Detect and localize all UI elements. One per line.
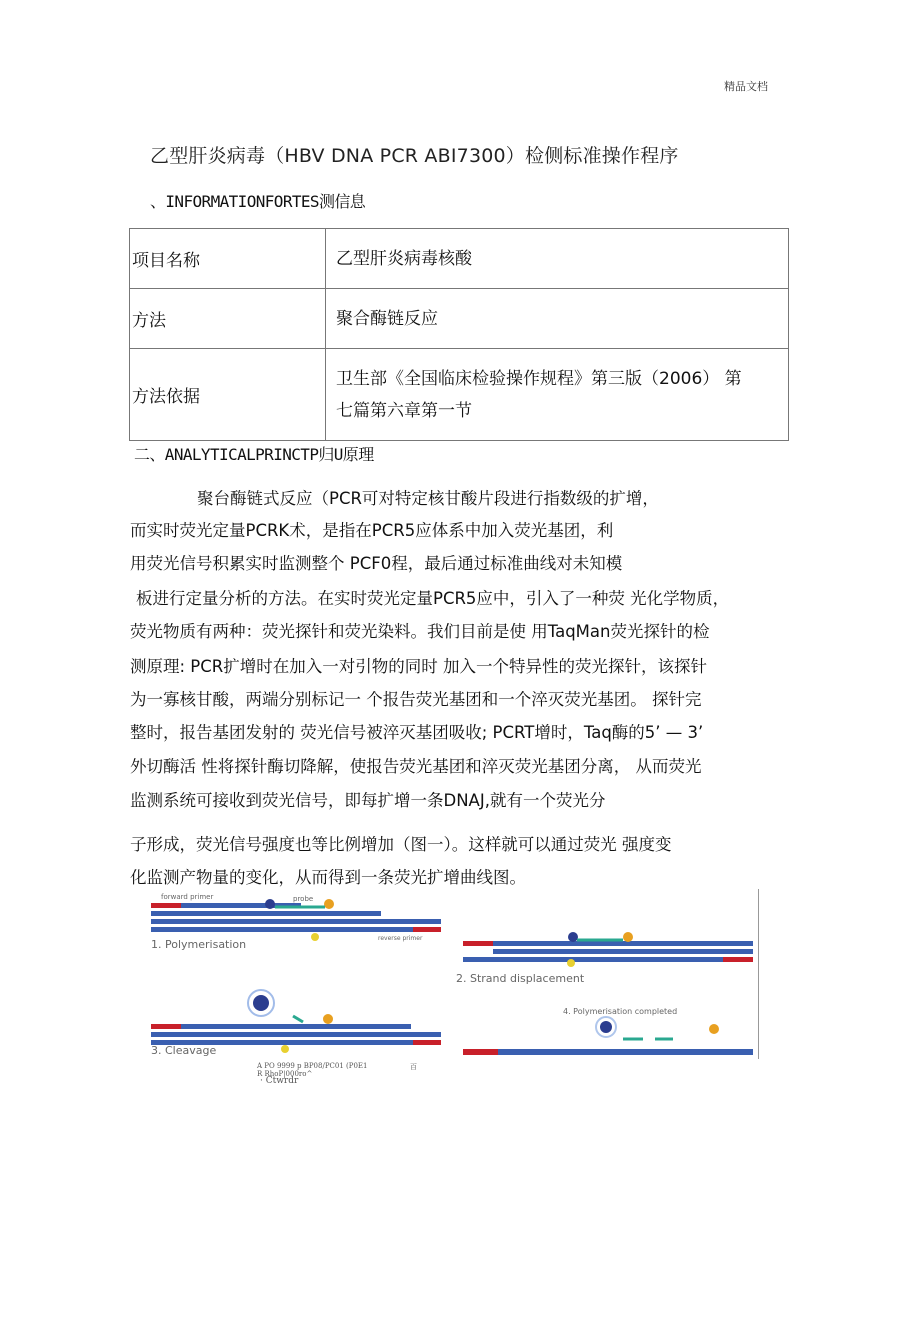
section1-heading: 、INFORMATIONFORTES测信息 [150,192,366,211]
table-value: 乙型肝炎病毒核酸 [326,229,789,289]
quencher-dye-icon [324,899,334,909]
panel-strand-displacement [463,932,753,967]
body-line: 整时，报告基团发射的 荧光信号被淬灭基团吸收; PCRT增时，Taq酶的5’ — 3’ [130,723,704,742]
header-tag: 精品文档 [724,80,768,93]
figure-caption-bottom: · Ctwrdr [260,1076,299,1086]
figure-caption-line: A PO 9999 p BP08/PC01 (P0E1 [257,1062,368,1070]
dna-strand [463,941,753,946]
body-line: 为一寡核甘酸，两端分别标记一 个报告荧光基团和一个淬灭荧光基团。 探针完 [130,690,702,709]
table-key: 方法依据 [130,349,326,441]
section2-heading: 二、ANALYTICALPRINCTP归U原理 [134,445,374,464]
document-title: 乙型肝炎病毒（HBV DNA PCR ABI7300）检侧标准操作程序 [150,145,679,167]
table-value-line: 七篇第六章第一节 [336,400,472,421]
quencher-dye-icon [709,1024,719,1034]
body-line: 聚台酶链式反应（PCR可对特定核甘酸片段进行指数级的扩增， [197,489,659,508]
table-row [130,229,789,289]
quencher-dye-icon [623,932,633,942]
released-reporter-icon [253,995,269,1011]
taqman-diagram-svg [143,889,758,1059]
figure-caption-mark: 百 [410,1063,417,1071]
dna-strand [463,957,753,962]
quencher-dye-icon [323,1014,333,1024]
forward-primer-strand [463,941,493,946]
info-table [129,228,789,441]
reverse-primer-strand [413,1040,441,1045]
body-line: 测原理: PCR扩增时在加入一对引物的同时 加入一个特异性的荧光探针，该探针 [130,657,707,676]
dna-strand [151,1024,411,1029]
forward-primer-strand [151,1024,181,1029]
step-completed-label: 4. Polymerisation completed [563,1007,678,1016]
table-row [130,289,789,349]
body-line: 子形成，荧光信号强度也等比例增加（图一）。这样就可以通过荧光 强度变 [130,835,672,854]
table-value: 聚合酶链反应 [326,289,789,349]
table-value [326,349,789,441]
polymerase-icon [311,933,319,941]
body-line: 用荧光信号积累实时监测整个 PCF0程，最后通过标准曲线对未知模 [130,554,623,573]
taqman-diagram [143,889,759,1059]
step-strand-displacement-label: 2. Strand displacement [456,972,585,985]
dna-strand [463,1049,753,1055]
reverse-primer-strand [723,957,753,962]
probe-label: probe [293,895,314,903]
dna-strand [151,919,441,924]
reporter-dye-icon [265,899,275,909]
body-line: 化监测产物量的变化，从而得到一条荧光扩增曲线图。 [130,868,526,887]
figure-caption-line: R RhoP|000ro^ [257,1070,313,1078]
released-reporter-icon [600,1021,612,1033]
forward-primer-strand [463,1049,498,1055]
reverse-primer-strand [413,927,441,932]
table-key: 方法 [130,289,326,349]
table-value-line: 卫生部《全国临床检验操作规程》第三版（2006） 第 [336,368,742,389]
probe-fragment [293,1016,303,1022]
body-line: 荧光物质有两种：荧光探针和荧光染料。我们目前是使 用TaqMan荧光探针的检 [130,622,710,641]
body-line: 而实时荧光定量PCRK术，是指在PCR5应体系中加入荧光基团，利 [130,521,614,540]
step-cleavage-label: 3. Cleavage [151,1044,217,1057]
body-line: 监测系统可接收到荧光信号，即每扩增一条DNAJ,就有一个荧光分 [130,791,606,810]
dna-strand [493,949,753,954]
polymerase-icon [281,1045,289,1053]
dna-strand [151,1032,441,1037]
table-key: 项目名称 [130,229,326,289]
forward-primer-label: forward primer [161,893,214,901]
reporter-dye-icon [568,932,578,942]
dna-strand [151,911,381,916]
reverse-primer-label: reverse primer [378,935,423,942]
panel-completed [463,1017,753,1055]
forward-primer-strand [151,903,181,908]
dna-strand [151,927,441,932]
step-polymerisation-label: 1. Polymerisation [151,938,247,951]
table-row [130,349,789,441]
body-line: 板进行定量分析的方法。在实时荧光定量PCR5应中，引入了一种荧 光化学物质， [136,589,730,608]
body-line: 外切酶活 性将探针酶切降解，使报告荧光基团和淬灭荧光基团分离， 从而荧光 [130,757,702,776]
polymerase-icon [567,959,575,967]
